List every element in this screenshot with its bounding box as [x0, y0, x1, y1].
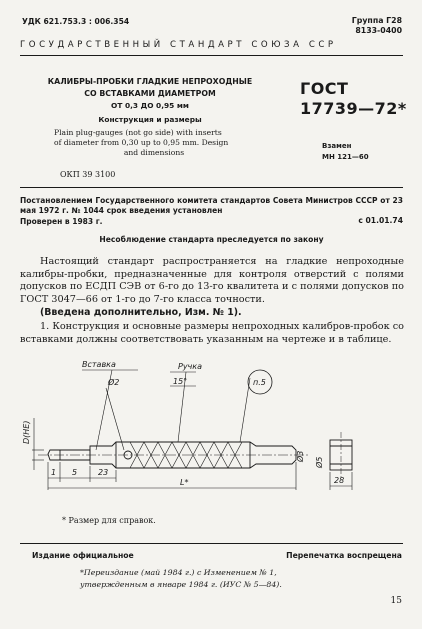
reissue-line-2: утвержденным в январе 1984 г. (ИУС № 5—84).: [80, 580, 282, 589]
dim-23-label: 23: [98, 468, 109, 477]
decree-text: [20, 196, 403, 227]
page-number: 15: [390, 596, 402, 606]
end-view: [330, 432, 352, 478]
english-title-line-3: and dimensions: [123, 148, 185, 157]
title-line-1: КАЛИБРЫ-ПРОБКИ ГЛАДКИЕ НЕПРОХОДНЫЕ: [47, 77, 253, 86]
decree-line: Постановлением Государственного комитета стандартов Совета Министров СССР от 23 мая 1972 г. № 1044 срок введения установлен: [20, 196, 403, 216]
gost-label: ГОСТ: [300, 79, 349, 98]
gost-number: 17739—72*: [300, 99, 407, 118]
english-title-line-1: Plain plug-gauges (not go side) with inserts: [54, 128, 222, 137]
footer-rule: [20, 543, 403, 544]
paragraph-scope: Настоящий стандарт распространяется на гладкие непроходные калибры-пробки, предназначенные для контроля отверстий с полями допусков по ЕСДП СЭВ от 6-го до 13-го квалитета и с полями допусков по ГОСТ 3047—66 от 1-го до 7-го класса точности.: [20, 256, 404, 305]
handle-part: [38, 442, 310, 468]
noncompliance-notice: Несоблюдение стандарта преследуется по закону: [99, 235, 324, 244]
title-subtitle: Конструкция и размеры: [98, 115, 202, 124]
footnote: * Размер для справок.: [62, 516, 156, 525]
dim-length-label: L*: [180, 478, 189, 487]
revision-line: Проверен в 1983 г.: [20, 216, 103, 226]
effective-date: с 01.01.74: [358, 216, 403, 225]
reprint-prohibited: Перепечатка воспрещена: [286, 551, 402, 560]
paragraph-1: 1. Конструкция и основные размеры непроходных калибров-пробок со вставками должны соответствовать указанным на чертеже и в таблице.: [20, 320, 404, 345]
product-code: 8133-0400: [355, 26, 402, 35]
amendment-note: (Введена дополнительно, Изм. № 1).: [40, 307, 242, 319]
callout-label: п.5: [253, 378, 266, 387]
title-line-2: СО ВСТАВКАМИ ДИАМЕТРОМ: [84, 89, 216, 98]
state-standard-banner: ГОСУДАРСТВЕННЫЙ СТАНДАРТ СОЮЗА ССР: [20, 40, 337, 50]
d2-label: Ø2: [108, 378, 120, 387]
handle-label: Ручка: [178, 362, 203, 371]
d5-label: Ø5: [315, 456, 324, 468]
gost-designation: [300, 79, 407, 119]
d3-label: Ø3: [296, 450, 305, 462]
insert-label: Вставка: [82, 360, 116, 369]
header-rule: [20, 55, 403, 56]
official-edition: Издание официальное: [32, 551, 134, 560]
english-title-line-2: of diameter from 0,30 up to 0,95 mm. Design: [54, 138, 229, 147]
main-text: [20, 256, 404, 346]
document-title: [40, 76, 260, 126]
okp-code: ОКП 39 3100: [60, 170, 116, 179]
dim-1-label: 1: [51, 468, 57, 477]
angle-label: 15°: [173, 377, 188, 386]
replaces-value: МН 121—60: [322, 153, 369, 161]
plug-gauge-drawing: [20, 358, 404, 508]
replaces-block: [322, 141, 369, 163]
diameter-d-label: D(HE): [22, 420, 31, 444]
dim-28-label: 28: [334, 476, 345, 485]
section-rule: [20, 187, 403, 188]
group-label: Группа Г28: [351, 16, 402, 25]
english-title: [54, 128, 254, 158]
dim-5-label: 5: [72, 468, 78, 477]
reissue-line-1: *Переиздание (май 1984 г.) с Изменением № 1,: [80, 568, 277, 577]
replaces-label: Взамен: [322, 142, 352, 150]
title-line-3: ОТ 0,3 ДО 0,95 мм: [111, 101, 189, 110]
group-block: [352, 16, 402, 36]
udk-code: УДК 621.753.3 : 006.354: [22, 17, 130, 26]
reissue-note: [80, 567, 395, 591]
